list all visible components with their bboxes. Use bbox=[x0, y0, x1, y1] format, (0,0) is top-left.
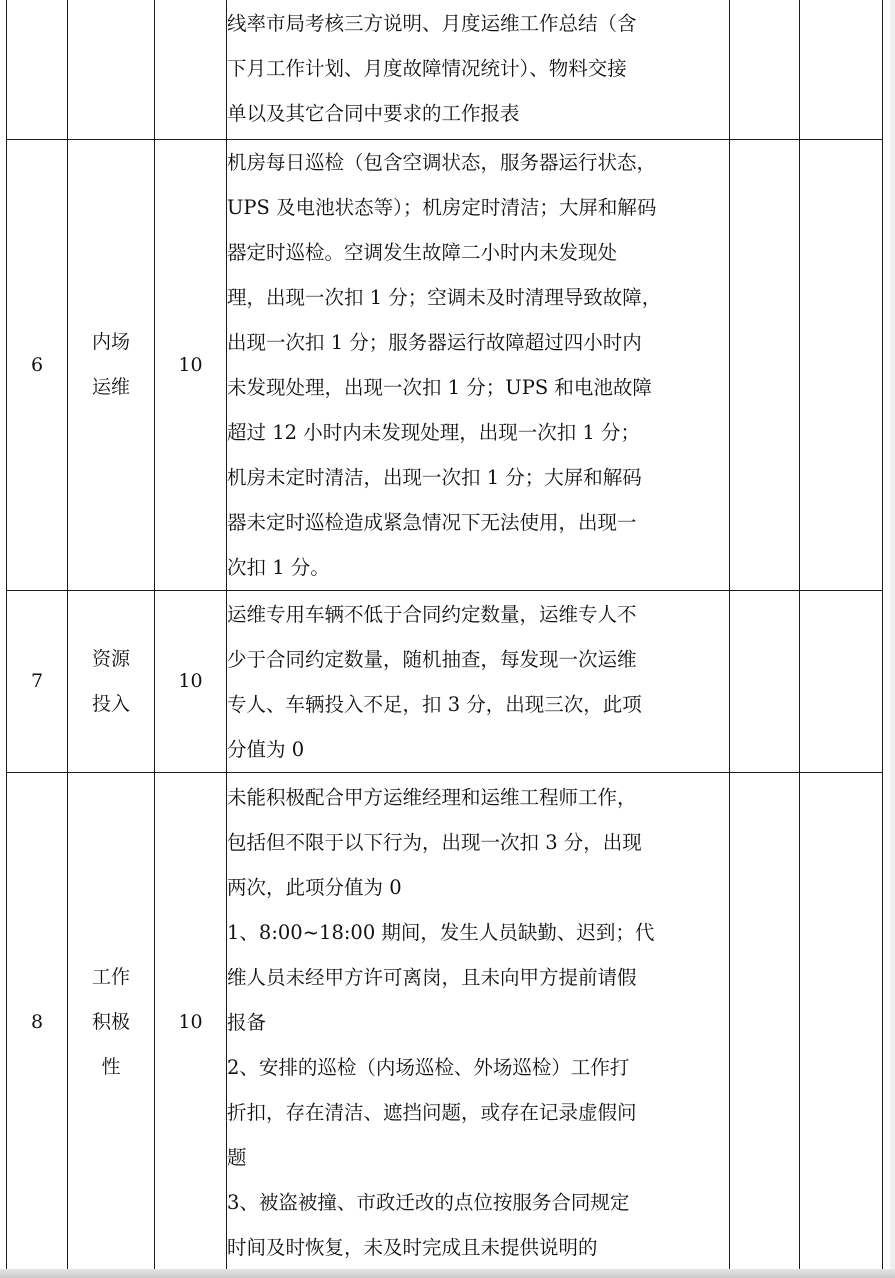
assessment-table bbox=[6, 0, 883, 1272]
criteria-text-line: 下月工作计划、月度故障情况统计）、物料交接 bbox=[227, 56, 627, 80]
criteria-description-cell bbox=[227, 773, 730, 1272]
item-name-cell bbox=[68, 0, 155, 140]
score-cell bbox=[155, 0, 227, 140]
item-name-line: 资源 bbox=[91, 647, 130, 670]
row-number-cell: 6 bbox=[7, 140, 68, 591]
item-name-line: 积极 bbox=[91, 1010, 130, 1033]
item-name-cell bbox=[68, 140, 155, 591]
criteria-text-line: 少于合同约定数量，随机抽查，每发现一次运维 bbox=[227, 647, 637, 671]
criteria-text-line: 时间及时恢复，未及时完成且未提供说明的 bbox=[227, 1235, 598, 1259]
empty-cell bbox=[730, 0, 800, 140]
table-body bbox=[7, 0, 883, 1272]
criteria-text-line: 理，出现一次扣 1 分；空调未及时清理导致故障， bbox=[227, 286, 662, 309]
table-row bbox=[7, 591, 883, 773]
criteria-text-line: 折扣，存在清洁、遮挡问题，或存在记录虚假问 bbox=[227, 1100, 637, 1124]
item-name-cell bbox=[68, 591, 155, 773]
item-name-line: 性 bbox=[101, 1055, 121, 1078]
criteria-text-line: 器定时巡检。空调发生故障二小时内未发现处 bbox=[227, 241, 618, 264]
criteria-text-line: UPS 及电池状态等）；机房定时清洁；大屏和解码 bbox=[227, 196, 657, 219]
empty-cell bbox=[800, 0, 883, 140]
page-bottom-shadow bbox=[0, 1269, 895, 1278]
score-cell: 10 bbox=[155, 773, 227, 1272]
criteria-description-cell bbox=[227, 140, 730, 591]
item-name-line: 运维 bbox=[91, 376, 130, 398]
criteria-text-line: 1、8:00~18:00 期间，发生人员缺勤、迟到；代 bbox=[227, 920, 655, 944]
score-cell: 10 bbox=[155, 140, 227, 591]
score-cell: 10 bbox=[155, 591, 227, 773]
item-name-cell bbox=[68, 773, 155, 1272]
criteria-text-line: 次扣 1 分。 bbox=[227, 556, 330, 579]
criteria-text-line: 机房未定时清洁，出现一次扣 1 分；大屏和解码 bbox=[227, 466, 642, 489]
empty-cell bbox=[730, 140, 800, 591]
item-name-line: 工作 bbox=[91, 965, 130, 988]
row-number-cell: 7 bbox=[7, 591, 68, 773]
empty-cell bbox=[800, 773, 883, 1272]
criteria-text-line: 线率市局考核三方说明、月度运维工作总结（含 bbox=[227, 11, 637, 35]
empty-cell bbox=[730, 591, 800, 773]
criteria-text-line: 未发现处理，出现一次扣 1 分；UPS 和电池故障 bbox=[227, 376, 652, 399]
page-right-edge bbox=[890, 0, 895, 1278]
criteria-text-line: 运维专用车辆不低于合同约定数量，运维专人不 bbox=[227, 602, 637, 626]
criteria-text-line: 两次，此项分值为 0 bbox=[227, 875, 402, 899]
criteria-text-line: 维人员未经甲方许可离岗，且未向甲方提前请假 bbox=[227, 965, 637, 989]
criteria-text-line: 出现一次扣 1 分；服务器运行故障超过四小时内 bbox=[227, 331, 642, 354]
empty-cell bbox=[800, 591, 883, 773]
table-row bbox=[7, 140, 883, 591]
item-name-line: 投入 bbox=[91, 692, 130, 715]
item-name-line: 内场 bbox=[91, 331, 130, 353]
empty-cell bbox=[730, 773, 800, 1272]
criteria-text-line: 未能积极配合甲方运维经理和运维工程师工作， bbox=[227, 785, 637, 809]
criteria-text-line: 器未定时巡检造成紧急情况下无法使用，出现一 bbox=[227, 511, 637, 534]
table-row bbox=[7, 0, 883, 140]
criteria-text-line: 专人、车辆投入不足，扣 3 分，出现三次，此项 bbox=[227, 692, 642, 716]
criteria-text-line: 机房每日巡检（包含空调状态，服务器运行状态， bbox=[227, 151, 657, 174]
row-number-cell bbox=[7, 0, 68, 140]
criteria-text-line: 题 bbox=[227, 1145, 247, 1169]
criteria-text-line: 2、安排的巡检（内场巡检、外场巡检）工作打 bbox=[227, 1055, 630, 1079]
criteria-text-line: 3、被盗被撞、市政迁改的点位按服务合同规定 bbox=[227, 1190, 630, 1214]
criteria-text-line: 超过 12 小时内未发现处理，出现一次扣 1 分； bbox=[227, 421, 641, 444]
table-row bbox=[7, 773, 883, 1272]
criteria-text-line: 报备 bbox=[227, 1010, 267, 1034]
criteria-description-cell bbox=[227, 591, 730, 773]
criteria-text-line: 分值为 0 bbox=[227, 737, 305, 761]
criteria-text-line: 包括但不限于以下行为，出现一次扣 3 分，出现 bbox=[227, 830, 642, 854]
row-number-cell: 8 bbox=[7, 773, 68, 1272]
criteria-text-line: 单以及其它合同中要求的工作报表 bbox=[227, 101, 520, 125]
criteria-description-cell bbox=[227, 0, 730, 140]
empty-cell bbox=[800, 140, 883, 591]
